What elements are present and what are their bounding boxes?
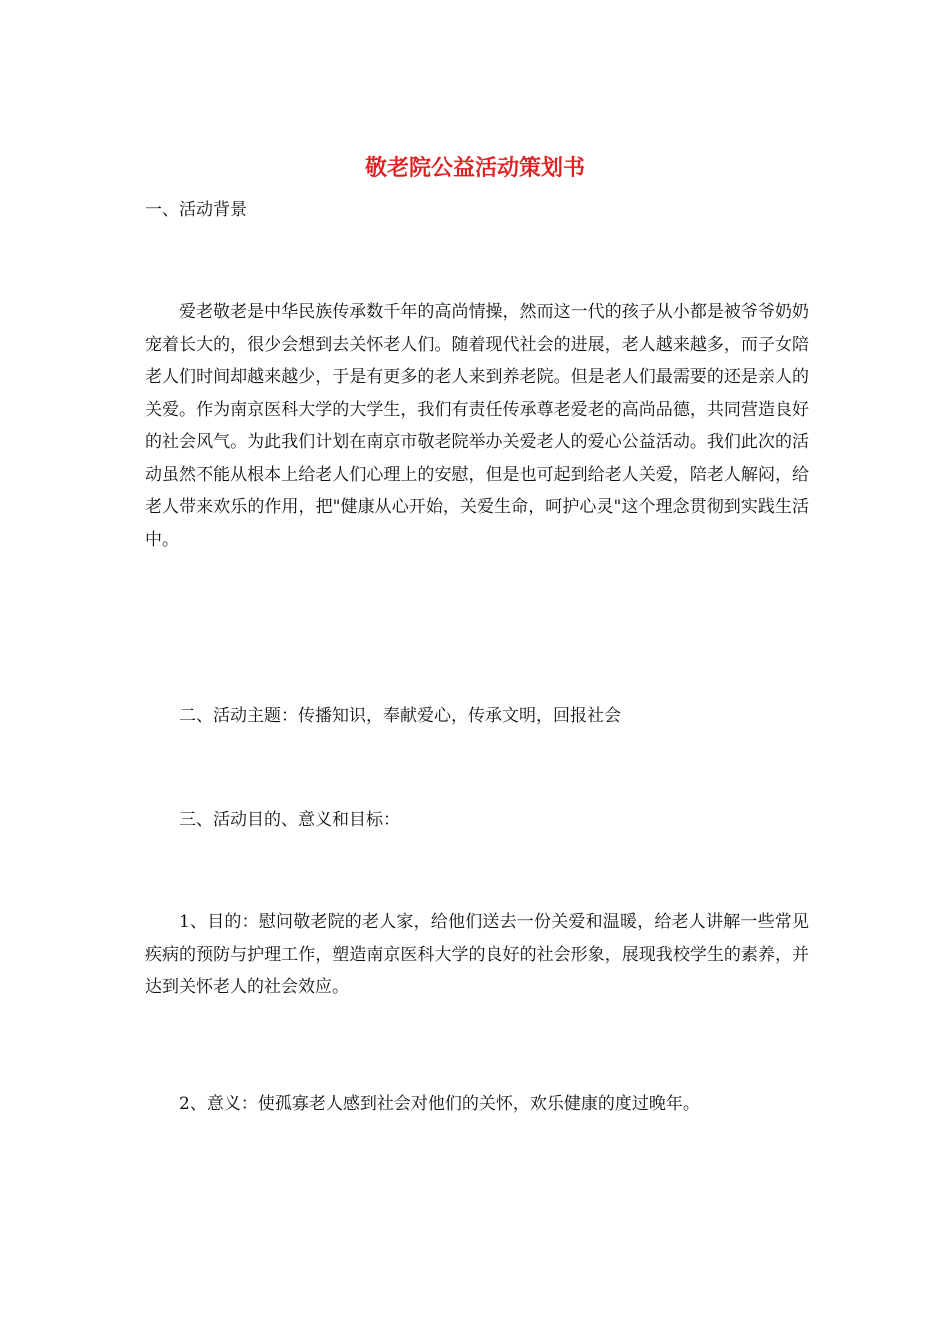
section-heading-theme: 二、活动主题：传播知识，奉献爱心，传承文明，回报社会 <box>179 706 621 726</box>
goal-item-significance: 2、意义：使孤寡老人感到社会对他们的关怀，欢乐健康的度过晚年。 <box>179 1094 700 1114</box>
background-paragraph: 爱老敬老是中华民族传承数千年的高尚情操，然而这一代的孩子从小都是被爷爷奶奶宠着长大的，很少会想到去关怀老人们。随着现代社会的进展，老人越来越多，而子女陪老人们时间却越来越少，于是有更多的老人来到养老院。但是老人们最需要的还是亲人的关爱。作为南京医科大学的大学生，我们有责任传承尊老爱老的高尚品德，共同营造良好的社会风气。为此我们计划在南京市敬老院举办关爱老人的爱心公益活动。我们此次的活动虽然不能从根本上给老人们心理上的安慰，但是也可起到给老人关爱，陪老人解闷，给老人带来欢乐的作用，把"健康从心开始，关爱生命，呵护心灵"这个理念贯彻到实践生活中。 <box>145 302 809 550</box>
goal-item-purpose: 1、目的：慰问敬老院的老人家，给他们送去一份关爱和温暖，给老人讲解一些常见疾病的预防与护理工作，塑造南京医科大学的良好的社会形象，展现我校学生的素养，并达到关怀老人的社会效应。 <box>145 912 809 997</box>
section-heading-goals: 三、活动目的、意义和目标： <box>179 810 400 830</box>
section-heading-background: 一、活动背景 <box>145 200 247 220</box>
document-title: 敬老院公益活动策划书 <box>364 155 585 181</box>
